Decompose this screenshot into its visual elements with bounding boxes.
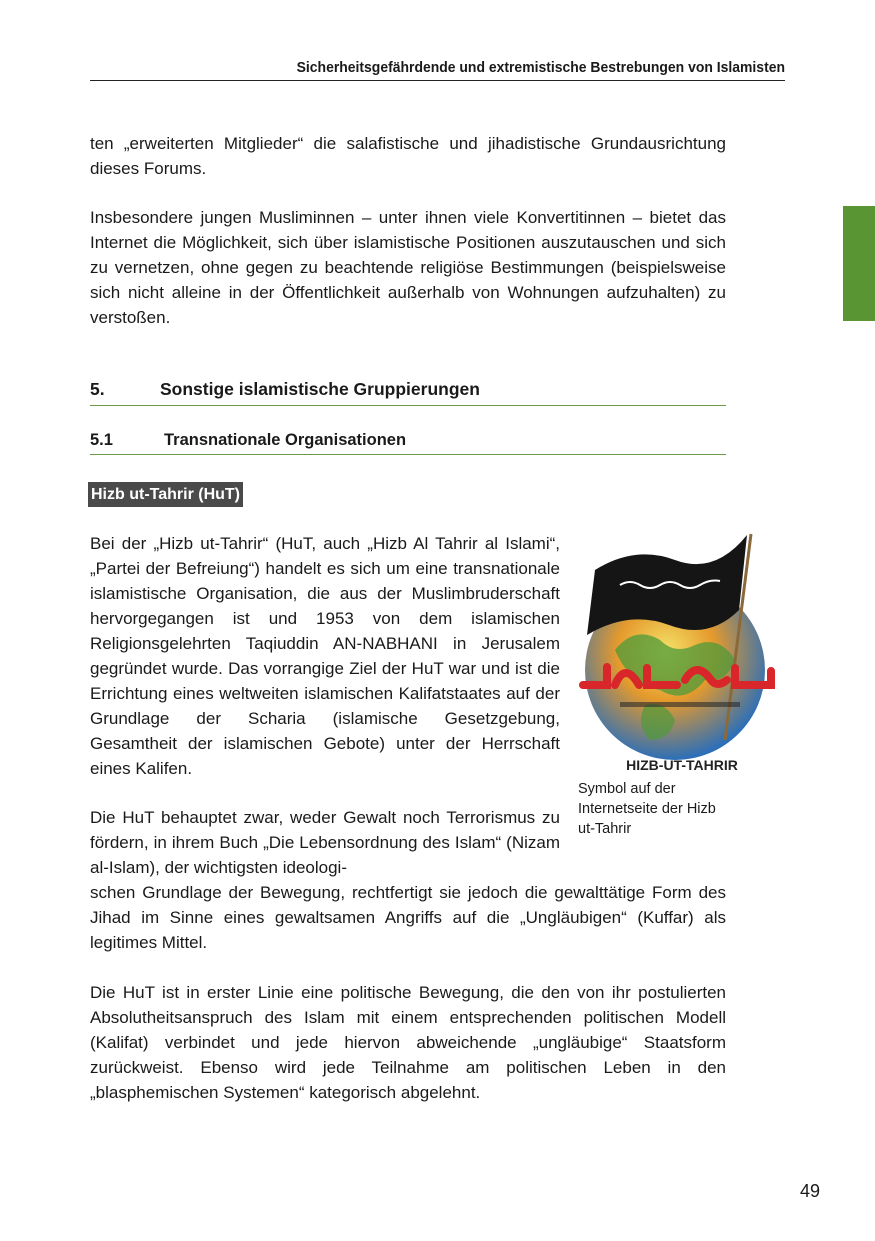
hizb-ut-tahrir-logo xyxy=(575,530,785,775)
logo-graphic xyxy=(575,530,785,775)
section-heading xyxy=(90,379,726,400)
paragraph-hut-violence-b: schen Grundlage der Bewegung, rechtfertigt sie jedoch die gewalttätige Form des Jihad im Sinne eines gewaltsamen Angriffs auf die „Ungläubigen“ (Kuffar) als legitimes Mittel. xyxy=(90,883,726,952)
section-title: Sonstige islamistische Gruppierungen xyxy=(160,379,480,399)
running-header: Sicherheitsgefährdende und extremistische Bestrebungen von Islamisten xyxy=(296,59,785,76)
section-rule xyxy=(90,405,726,406)
subsection-number: 5.1 xyxy=(90,431,113,449)
paragraph-hut-intro: Bei der „Hizb ut-Tahrir“ (HuT, auch „Hizb Al Tahrir al Islami“, „Partei der Befreiung“) handelt es sich um eine transnationale islamistische Organisation, die aus der Muslimbruderschaft hervorgegangen ist und 1953 von dem islamischen Religionsgelehrten Taqiuddin AN-NABHANI in Jerusalem gegründet wurde. Das vorrangige Ziel der HuT war und ist die Errichtung eines weltweiten islamischen Kalifatstaates auf der Grundlage der Scharia (islamische Gesetzgebung, Gesamtheit der islamischen Gebote) unter der Herrschaft eines Kalifen. xyxy=(90,534,560,778)
page-number: 49 xyxy=(799,1181,820,1201)
organization-label: Hizb ut-Tahrir (HuT) xyxy=(88,482,243,507)
section-number: 5. xyxy=(90,379,105,399)
black-flag-icon xyxy=(587,535,747,635)
subsection-title: Transnationale Organisationen xyxy=(164,431,407,449)
subsection-heading xyxy=(90,431,726,450)
logo-subtitle-band xyxy=(620,702,740,707)
paragraph-hut-violence-a: Die HuT behauptet zwar, weder Gewalt noch Terrorismus zu fördern, in ihrem Buch „Die Lebensordnung des Islam“ (Nizam al-Islam), der wichtigsten ideologi- xyxy=(90,808,560,877)
logo-text: HIZB-UT-TAHRIR xyxy=(626,757,738,773)
header-rule xyxy=(90,80,785,81)
paragraph-forum-continuation: ten „erweiterten Mitglieder“ die salafistische und jihadistische Grundausrichtung dieses Forums. xyxy=(90,134,726,178)
figure-caption: Symbol auf der Internetseite der Hizb ut-Tahrir xyxy=(578,781,716,837)
chapter-side-tab xyxy=(843,206,875,321)
paragraph-hut-political: Die HuT ist in erster Linie eine politische Bewegung, die den von ihr postulierten Absolutheitsanspruch des Islam mit einem entsprechenden politischen Modell (Kalifat) verbindet und jede hiervon abweichende „ungläubige“ Staatsform zurückweist. Ebenso wird jede Teilnahme am politischen Leben in den „blasphemischen Systemen“ kategorisch abgelehnt. xyxy=(90,983,726,1102)
paragraph-internet-women: Insbesondere jungen Musliminnen – unter ihnen viele Konvertitinnen – bietet das Internet die Möglichkeit, sich über islamistische Positionen auszutauschen und sich zu vernetzen, ohne gegen zu beachtende religiöse Bestimmungen (beispielsweise sich nicht alleine in der Öffentlichkeit außerhalb von Wohnungen aufzuhalten) zu verstoßen. xyxy=(90,208,726,327)
subsection-rule xyxy=(90,454,726,455)
